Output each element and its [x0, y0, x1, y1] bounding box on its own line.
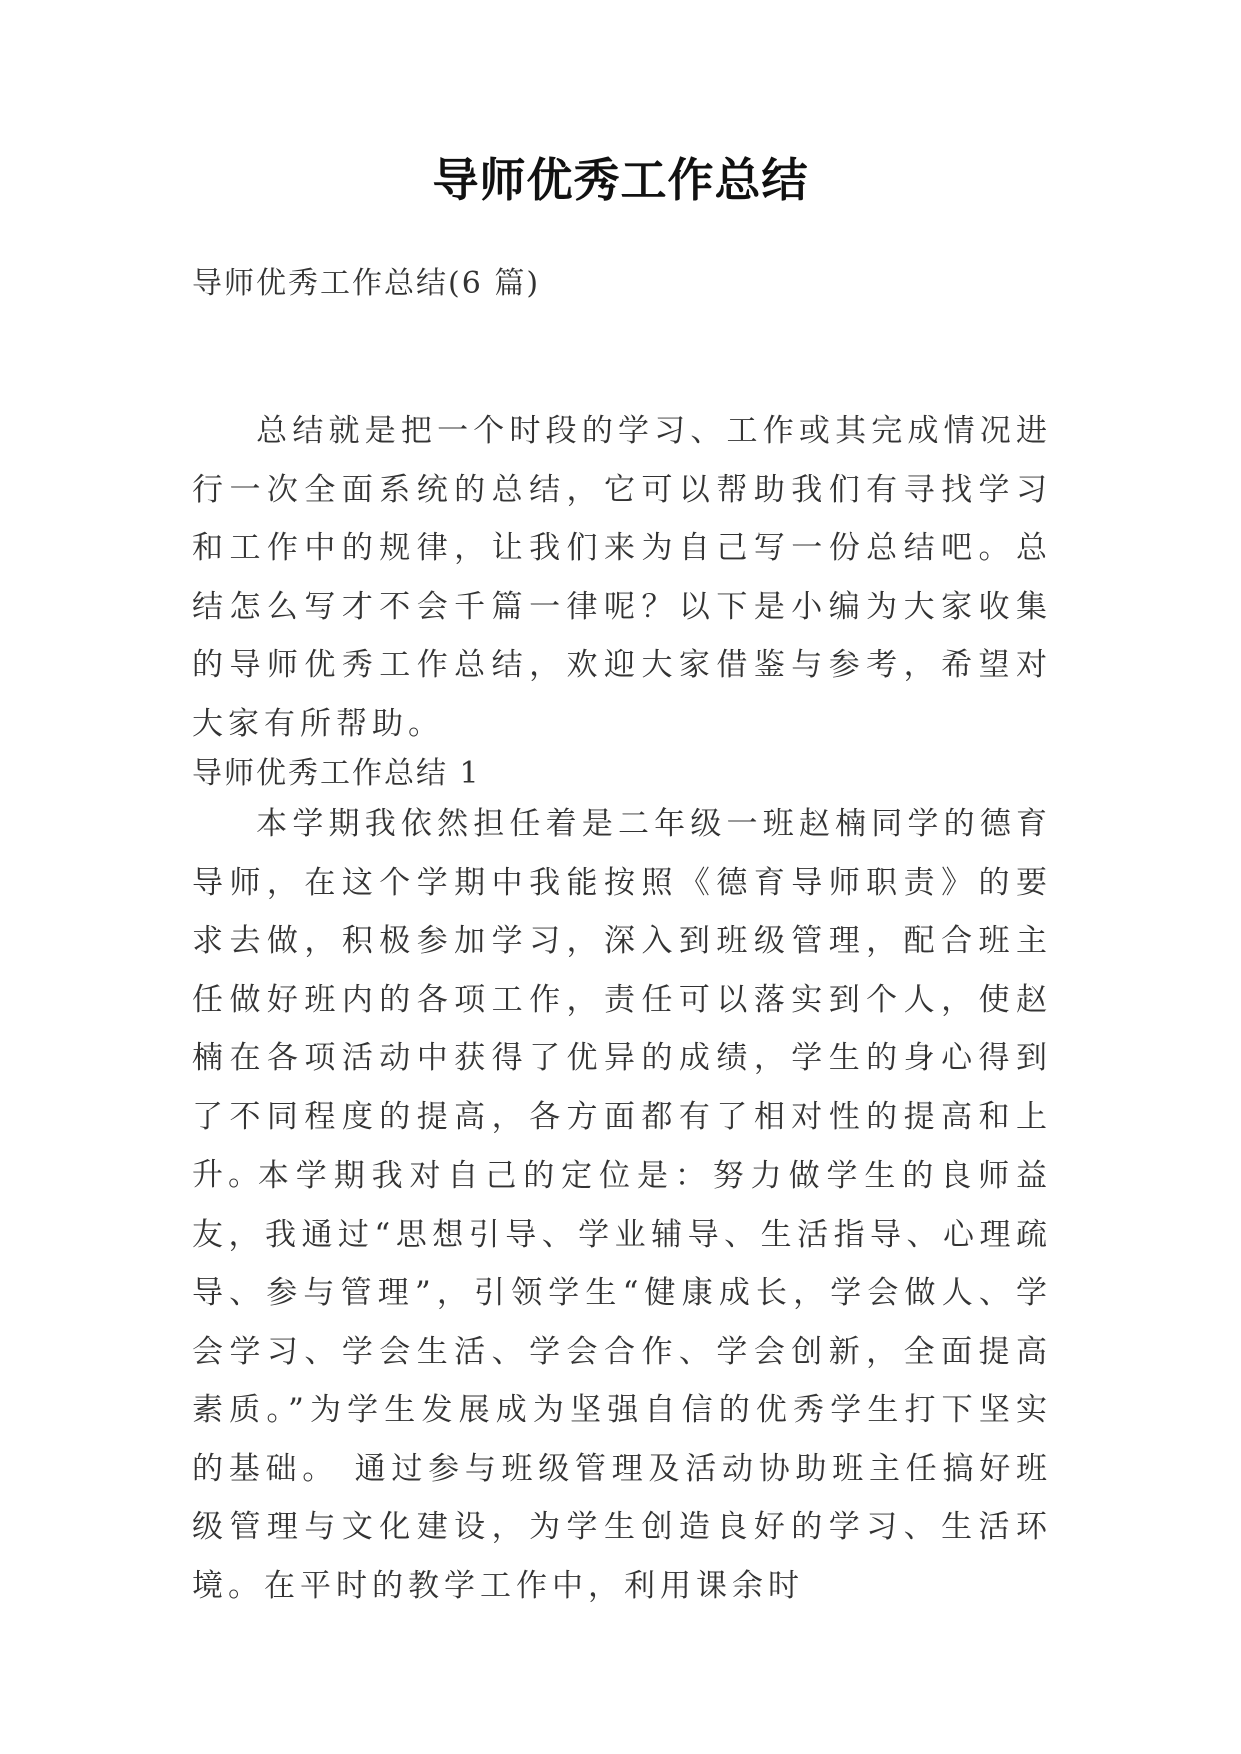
- section-1-paragraph-1: [192, 795, 1052, 1205]
- section-1-paragraph-2: [192, 1147, 1052, 1615]
- section-1-paragraph-1-text: 本学期我依然担任着是二年级一班赵楠同学的德育导师，在这个学期中我能按照《德育导师职责》的要求去做，积极参加学习，深入到班级管理，配合班主任做好班内的各项工作，责任可以落实到个人，使赵楠在各项活动中获得了优异的成绩，学生的身心得到了不同程度的提高，各方面都有了相对性的提高和上升。: [192, 806, 1052, 1193]
- section-1-paragraph-2-text: 本学期我对自己的定位是：努力做学生的良师益友，我通过“思想引导、学业辅导、生活指导、心理疏导、参与管理”，引领学生“健康成长，学会做人、学会学习、学会生活、学会合作、学会创新，全面提高素质。”为学生发展成为坚强自信的优秀学生打下坚实的基础。 通过参与班级管理及活动协助班主任搞好班级管理与文化建设，为学生创造良好的学习、生活环境。在平时的教学工作中，利用课余时: [192, 1158, 1052, 1604]
- document-subtitle: 导师优秀工作总结(6 篇): [192, 266, 541, 301]
- document-title: 导师优秀工作总结: [432, 153, 809, 207]
- intro-paragraph: [192, 402, 1052, 753]
- section-1-heading: 导师优秀工作总结 1: [192, 756, 481, 791]
- intro-text: 总结就是把一个时段的学习、工作或其完成情况进行一次全面系统的总结，它可以帮助我们有寻找学习和工作中的规律，让我们来为自己写一份总结吧。总结怎么写才不会千篇一律呢？以下是小编为大家收集的导师优秀工作总结，欢迎大家借鉴与参考，希望对大家有所帮助。: [192, 413, 1052, 742]
